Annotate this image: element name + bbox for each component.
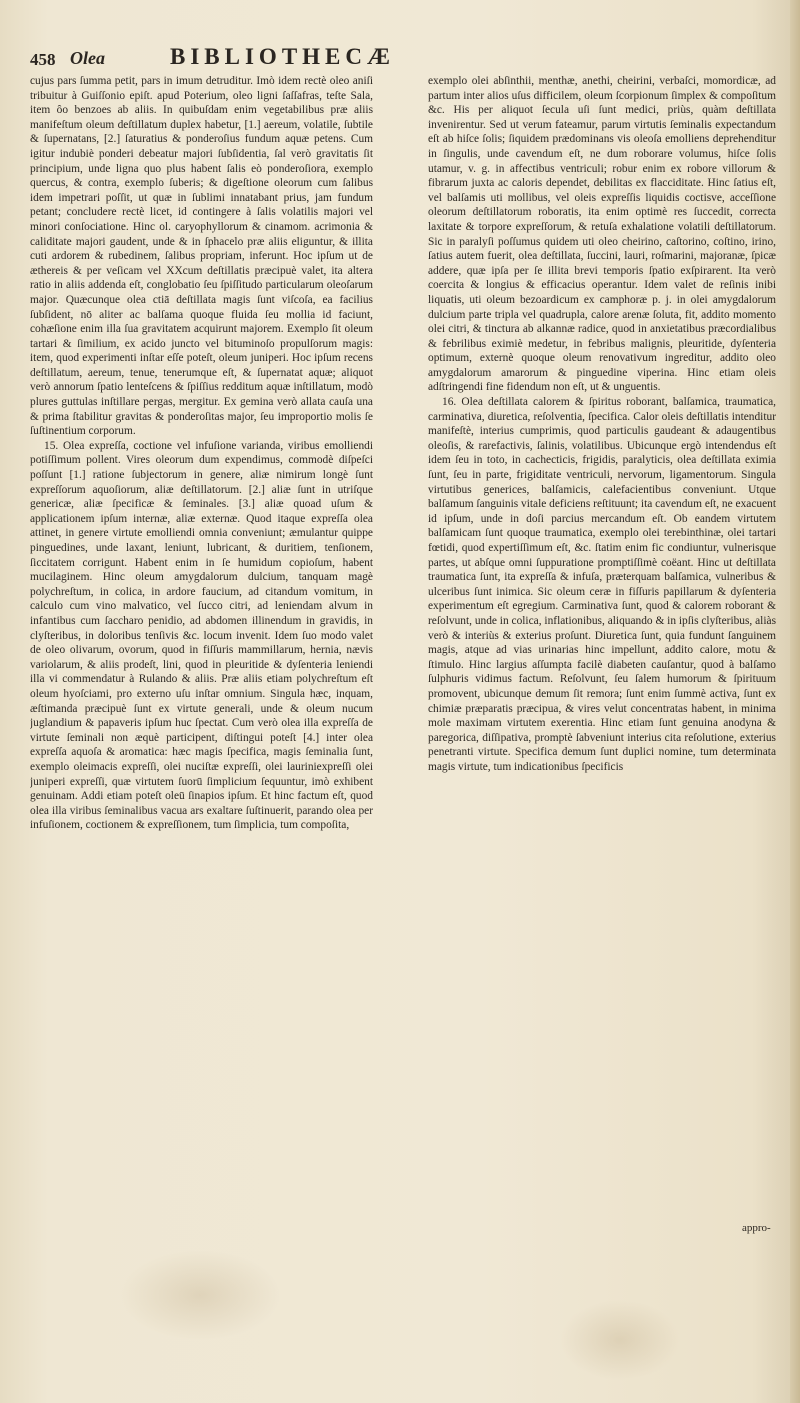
running-title: BIBLIOTHECÆ [170,44,395,69]
page-edge [790,0,800,1403]
catchword: appro- [742,1222,771,1234]
paper-stain [120,1250,280,1340]
left-column [30,74,373,1224]
section-16: 16. Olea deſtillata calorem & ſpiritus roborant, balſamica, traumatica, carminativa, diuretica, reſolventia, ſpecifica. Calor oleis deſtillatis intenditur manifeſtè, interius cumprimis, quod particulis gaudeant & adaugentibus oleoſis, & rarefactivis, ſalinis, volatilibus. Ubicunque ergò intendendus eſt idem ſeu in toto, in cachecticis, frigidis, paralyticis, olea deſtillata eximia ſunt, ſeu in parte, frigiditate ventriculi, nervorum, ligamentorum. Singula virtutibus generices, balſamicis, calefacientibus conveniunt. Utque balſamum ſanguinis vitale deficiens reſtituunt; ita cavendum eſt, ne exacuent id ipſum, unde in doſi parcius mercandum eſt. Ob eandem virtutem balſamicam ſunt quoque traumatica, exemplo olei terebinthinæ, olei tartari fœtidi, quod expertiſſimum eſt, &c. ſtatim enim fic condiuntur, vulnerisque partes, ut abſque omni ſuppuratione promptiſſimè coëant. Hinc ut deſtillata traumatica ſunt, ita expreſſa & infuſa, præterquam balſamica, vulneribus & ulceribus ſunt inimica. Sic oleum ceræ in fiſſuris papillarum & dyſenteria experimentum eſt egregium. Carminativa ſunt, quod & calorem roborant & reſolvunt, unde in colica, inflationibus, aliquando & in ipſis clyſteribus, aliàs verò & interiùs & exterius proſunt. Diuretica ſunt, quia fundunt ſanguinem magis, atque ad vias urinarias hinc impellunt, addito calore, motu & ſtimulo. Hinc largius aſſumpta facilè diabeten cauſantur, quod à balſamo ſulphuris vidimus factum. Reſolvunt, ſeu ſalem humorum & ſpirituum promovent, ubicunque demum ſit remora; ſunt enim ſummè activa, ſunt ex chimiæ præparatis præcipua, & vires velut concentratas habent, in minima mole maximam virtutem exerentia. Hinc etiam ſunt genuina anodyna & paregorica, diſſipativa, promptè ſabveniunt interius cita reſolutione, exterius penetranti virtute. Specifica demum ſunt duplici nomine, tum determinata magis virtute, tum indicationibus ſpecificis [428,396,776,773]
running-header [30,42,780,74]
section-15: 15. Olea expreſſa, coctione vel infuſione varianda, viribus emolliendi potiſſimum pollent. Vires oleorum dum expendimus, commodè diſpeſci poſſunt [1.] ratione ſubjectorum in genere, aliæ nimirum longè ſunt expreſſorum aquoſiorum, aliæ deſtillatorum. [2.] aliæ ſunt in utriſque genericæ, aliæ ſpecificæ & ſeminales. [3.] aliæ quoad uſum & applicationem ipſum internæ, aliæ externæ. Quod itaque expreſſa olea attinet, in genere virtute emolliendi omnia conveniunt; æmulantur quippe pinguedines, unde laxant, leniunt, lubricant, & duritiem, tenſionem, ſiccitatem corrigunt. Habent enim in ſe humidum copioſum, habent mucilaginem. Hinc oleum amygdalorum dulcium, tanquam magè polychreſtum, in colica, in ardore faucium, ad citandum vomitum, in calculo cum vino malvatico, vel ſucco citri, ad leniendam alvum in infantibus cum ſaccharo penidio, ad abdomen illinendum in gravidis, in clyſteribus, in doloribus tenſivis &c. locum invenit. Idem ſuo modo valet de oleo olivarum, ovorum, quod in fiſſuris mammillarum, hernia, nævis variolarum, & aliis prodeſt, lini, quod in pleuritide & dyſenteria leniendi illa vi commendatur à Rulando & aliis. Præ aliis etiam polychreſtum eſt oleum hyoſciami, pro externo uſu inſtar omnium. Singula hæc, inquam, æſtimanda præcipuè ſunt ex virtute generali, unde & oleum nucum juglandium & papaveris ipſum huc ſpectat. Cum verò olea illa expreſſa de virtute ſeminali non æquè participent, diſtingui poteſt [4.] inter olea expreſſa aquoſa & aromatica: hæc magis ſpecifica, magis ſeminalia ſunt, exemplo oleimacis expreſſi, olei nuciſtæ expreſſi, olei lauriniexpreſſi olei juniperi expreſſi, quæ virtutem ſuorū ſimplicium ſequuntur, imò exhibent genuinam. Addi etiam poteſt oleū ſinapios ipſum. Et hinc factum eſt, quod olea illa viribus ſeminalibus vacua ars exaltare ſuſtinuerit, parando olea per infuſionem, coctionem & expreſſionem, tum ſimplicia, tum compoſita, [30,439,373,832]
paragraph: exemplo olei abſinthii, menthæ, anethi, cheirini, verbaſci, momordicæ, ad partum inter alios uſus difficilem, oleum ſcorpionum ſimplex & compoſitum &c. His per aliquot ſecula uſi ſunt medici, priùs, quàm deſtillata invenirentur. Sed ut verum fateamur, parum virtutis ſeminalis expectandum eſt ab hiſce ſolis; ſiquidem prædominans vis oleoſa emolliens deprehenditur in ſingulis, unde cavendum eſt, ne dum roborare volumus, hiſce ſolis utamur, v. g. in affectibus ventriculi; robur enim ex robore villorum & fibrarum juxta ac caloris dependet, debilitas ex flacciditate. Hinc ſatius eſt, vel balſamis uti mollibus, vel oleis expreſſis liquidis coctisve, acceſſione oleorum deſtillatorum roboratis, ita enim optimè res ſuccedit, correcta laxitate & torpore expreſſorum, & retuſa exhalatione volatili deſtillatorum. Sic in paralyſi poſſumus quidem uti oleo cheirino, caſtorino, coſtino, irino, ſatius autem fuerit, olea deſtillata, ſuccini, lauri, roſmarini, majoranæ, ſpicæ addere, quæ ipſa per ſe illita brevi temporis ſpatio exſpirarent. Ita verò coercita & longius & efficacius operantur. Idem valet de reſinis inibi liquatis, uti oleum bezoardicum ex camphoræ p. j. in olei amygdalorum dulcium parte tripla vel quadrupla, calore arenæ ſoluta, fit, addito momento olei citri, & tinctura ab alkannæ radice, quod in anxietatibus præcordialibus & febrilibus eximiè medetur, in febribus malignis, pleuritide, dyſenteria optimum, externè quoque oleum renovativum ingreditur, addito oleo amygdalorum amarorum & pinguedine viperina. Hinc etiam oleis adſtringendi fine fidendum non eſt, ut & unguentis. [428,75,776,394]
right-column [428,74,776,1224]
page-number: 458 [30,50,56,69]
running-word: Olea [70,48,105,68]
paper-stain [560,1300,680,1380]
paragraph: cujus pars ſumma petit, pars in imum detruditur. Imò idem rectè oleo aniſi tribuitur à Guiſſonio epiſt. apud Poterium, oleo ligni ſaſſafras, teſte Sala, item ôo benzoes ab aliis. In quibuſdam enim vegetabilibus præ aliis manifeſtum oleum deſtillatum duplex habetur, [1.] aereum, volatile, ſubtile & ſupernatans, [2.] ſaturatius & ponderoſius fundum aquæ petens. Cum igitur indubiè ponderi debeatur majori ſubſidentia, ſal verò gravitatis ſit principium, unde ligna quo plus habent ſalis eò ponderoſiora, exemplo quercus, & contra, exemplo ſuberis; & digeſtione oleorum cum ſalibus idem impetrari poſſit, ut quæ in ſublimi innatabant prius, jam fundum petant; concludere rectè licet, id contingere à ſalis volatilis majori vel minori conſociatione. Hinc ol. caryophyllorum & cinamom. acrimonia & caliditate majori gaudent, unde & in ſphacelo præ aliis eliguntur, & illita cuti ardorem & rubedinem, ſalibus propriam, inferunt. Hoc ipſum ut de æthereis & per veſicam vel XXcum deſtillatis præcipuè valet, ita altera ratio in aliis addenda eſt, conglobatio ſeu ſpiſſitudo particularum oleoſarum major. Quæcunque olea ctiā deſtillata magis ſunt viſcoſa, ea facilius ſubſident, nō aliter ac balſama quoque fluida ſeu mollia id faciunt, cohæſione enim illa ſua gravitatem acquirunt majorem. Exemplo ſit oleum tartari & ſimilium, ex acido juncto vel bituminoſo propulſorum magis: item, quod experimenti inſtar eſſe poteſt, oleum juniperi. Hoc ipſum recens deſtillatum, aereum, tenue, tenerumque eſt, & ſupernatat aquæ; aliquot verò annorum ſpatio lenteſcens & ſpiſſius redditum aquæ inſtillatum, modò plures guttulas inſtillare pergas, mergitur. Ex gemina verò allata cauſa una & prima ſtabilitur gravitas & ponderoſitas major, ſeu improportio molis ſe ſuſtinentium corporum. [30,75,373,438]
